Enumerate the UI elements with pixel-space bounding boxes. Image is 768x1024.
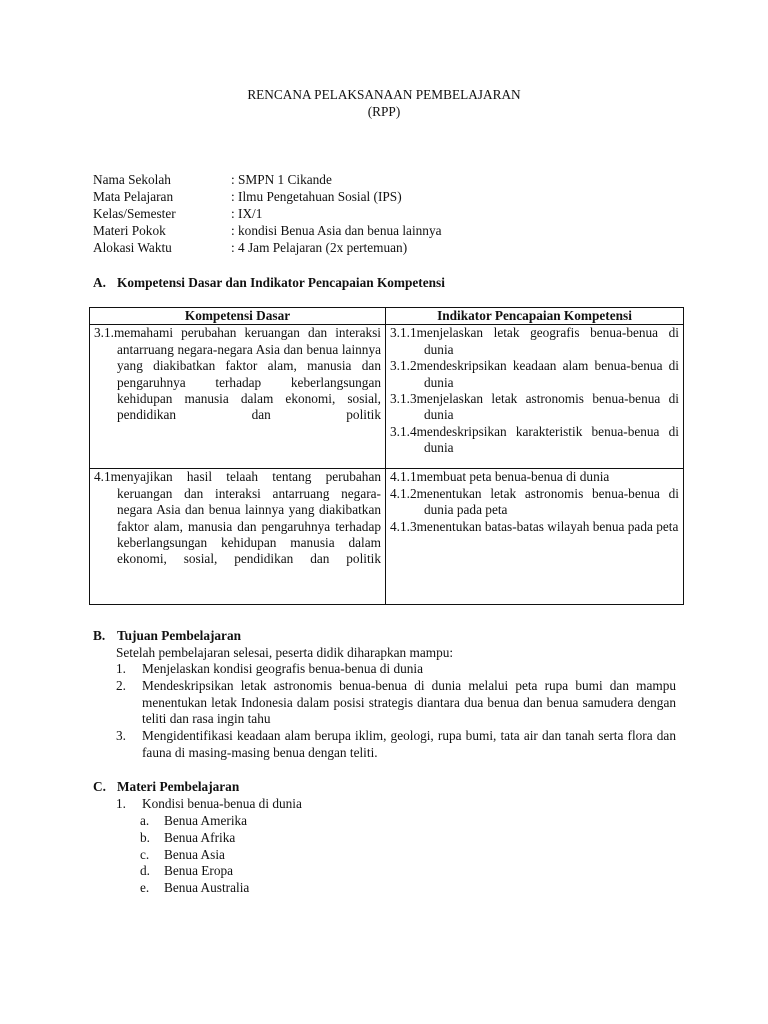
list-text: Benua Australia bbox=[164, 880, 250, 896]
info-label-topic: Materi Pokok bbox=[93, 223, 166, 238]
section-c-heading bbox=[93, 779, 239, 795]
list-text: Kondisi benua-benua di dunia bbox=[142, 796, 302, 811]
list-item bbox=[140, 847, 249, 864]
list-item bbox=[140, 863, 249, 880]
list-item bbox=[140, 813, 249, 830]
list-letter: b. bbox=[140, 829, 150, 845]
section-c-letter: C. bbox=[93, 779, 106, 794]
list-item bbox=[116, 728, 676, 762]
info-value-subject: : Ilmu Pengetahuan Sosial (IPS) bbox=[231, 189, 402, 204]
table-row bbox=[90, 325, 684, 469]
indicator-cell bbox=[386, 325, 684, 469]
info-label-class: Kelas/Semester bbox=[93, 206, 176, 221]
section-a-letter: A. bbox=[93, 275, 106, 290]
indicator-item: 3.1.1menjelaskan letak geografis benua-benua di dunia bbox=[390, 325, 679, 357]
list-number: 3. bbox=[116, 728, 126, 744]
info-value-class: : IX/1 bbox=[231, 206, 263, 221]
indicator-item: 4.1.2menentukan letak astronomis benua-benua di dunia pada peta bbox=[390, 485, 679, 518]
indicator-item: 4.1.3menentukan batas-batas wilayah benua pada peta bbox=[390, 518, 679, 534]
list-number: 1. bbox=[116, 661, 126, 676]
list-letter: c. bbox=[140, 846, 150, 862]
section-b-letter: B. bbox=[93, 628, 106, 643]
indicator-item: 3.1.4mendeskripsikan karakteristik benua-benua di dunia bbox=[390, 423, 679, 456]
section-c-title: Materi Pembelajaran bbox=[117, 779, 240, 794]
materials-list bbox=[116, 796, 676, 813]
competency-table bbox=[89, 307, 684, 605]
info-value-topic: : kondisi Benua Asia dan benua lainnya bbox=[231, 223, 442, 238]
list-item bbox=[116, 661, 676, 678]
info-label-subject: Mata Pelajaran bbox=[93, 189, 174, 204]
kd-text: 3.1.memahami perubahan keruangan dan interaksi antarruang negara-negara Asia dan benua lainnya yang diakibatkan faktor alam, manusia dan pengaruhnya terhadap keberlangsungan kehidupan manusia dalam ekonomi, sosial, pendidikan dan politik bbox=[94, 325, 381, 423]
section-b-intro: Setelah pembelajaran selesai, peserta didik diharapkan mampu: bbox=[116, 645, 454, 660]
section-b-title: Tujuan Pembelajaran bbox=[117, 628, 241, 643]
kd-cell bbox=[90, 325, 386, 469]
table-header-indicator: Indikator Pencapaian Kompetensi bbox=[386, 308, 684, 325]
kd-text: 4.1menyajikan hasil telaah tentang perubahan keruangan dan interaksi antarruang negara-negara Asia dan benua lainnya yang diakibatkan faktor alam, manusia dan pengaruhnya terhadap keberlangsungan kehidupan manusia dalam ekonomi, sosial, pendidikan dan politik bbox=[94, 469, 381, 567]
document-subtitle: (RPP) bbox=[367, 104, 401, 119]
list-item bbox=[116, 796, 676, 813]
list-text: Mengidentifikasi keadaan alam berupa iklim, geologi, rupa bumi, tata air dan tanah serta flora dan fauna di masing-masing benua dengan teliti. bbox=[142, 728, 676, 760]
section-a-heading bbox=[93, 275, 445, 291]
list-text: Benua Eropa bbox=[164, 863, 234, 879]
list-item bbox=[140, 830, 249, 847]
indicator-item: 4.1.1membuat peta benua-benua di dunia bbox=[390, 469, 610, 485]
table-header-row bbox=[90, 308, 684, 325]
list-letter: e. bbox=[140, 880, 150, 896]
objectives-list bbox=[116, 661, 676, 762]
continents-list bbox=[140, 813, 249, 897]
list-item bbox=[116, 678, 676, 728]
list-letter: d. bbox=[140, 863, 150, 879]
list-number: 1. bbox=[116, 796, 126, 811]
section-a-title: Kompetensi Dasar dan Indikator Pencapaian Kompetensi bbox=[117, 275, 445, 290]
list-item bbox=[140, 880, 249, 897]
indicator-cell bbox=[386, 469, 684, 605]
section-b-heading bbox=[93, 628, 241, 644]
indicator-item: 3.1.3menjelaskan letak astronomis benua-benua di dunia bbox=[390, 391, 679, 423]
indicator-item: 3.1.2mendeskripsikan keadaan alam benua-benua di dunia bbox=[390, 358, 679, 390]
info-label-school: Nama Sekolah bbox=[93, 172, 171, 187]
kd-cell bbox=[90, 469, 386, 605]
info-value-school: : SMPN 1 Cikande bbox=[231, 172, 332, 187]
list-text: Benua Asia bbox=[164, 846, 225, 862]
info-value-time: : 4 Jam Pelajaran (2x pertemuan) bbox=[231, 240, 408, 255]
info-label-time: Alokasi Waktu bbox=[93, 240, 172, 255]
list-number: 2. bbox=[116, 677, 126, 693]
table-row bbox=[90, 469, 684, 605]
list-text: Mendeskripsikan letak astronomis benua-benua di dunia melalui peta rupa bumi dan mampu menentukan letak Indonesia dalam posisi strategis diantara dua benua dan benua samudera dengan teliti dan rasa ingin tahu bbox=[142, 677, 676, 727]
list-text: Benua Amerika bbox=[164, 813, 248, 828]
list-text: Benua Afrika bbox=[164, 829, 236, 845]
list-letter: a. bbox=[140, 813, 150, 828]
list-text: Menjelaskan kondisi geografis benua-benua di dunia bbox=[142, 661, 424, 676]
table-header-kd: Kompetensi Dasar bbox=[90, 308, 386, 325]
document-title: RENCANA PELAKSANAAN PEMBELAJARAN bbox=[247, 87, 521, 102]
